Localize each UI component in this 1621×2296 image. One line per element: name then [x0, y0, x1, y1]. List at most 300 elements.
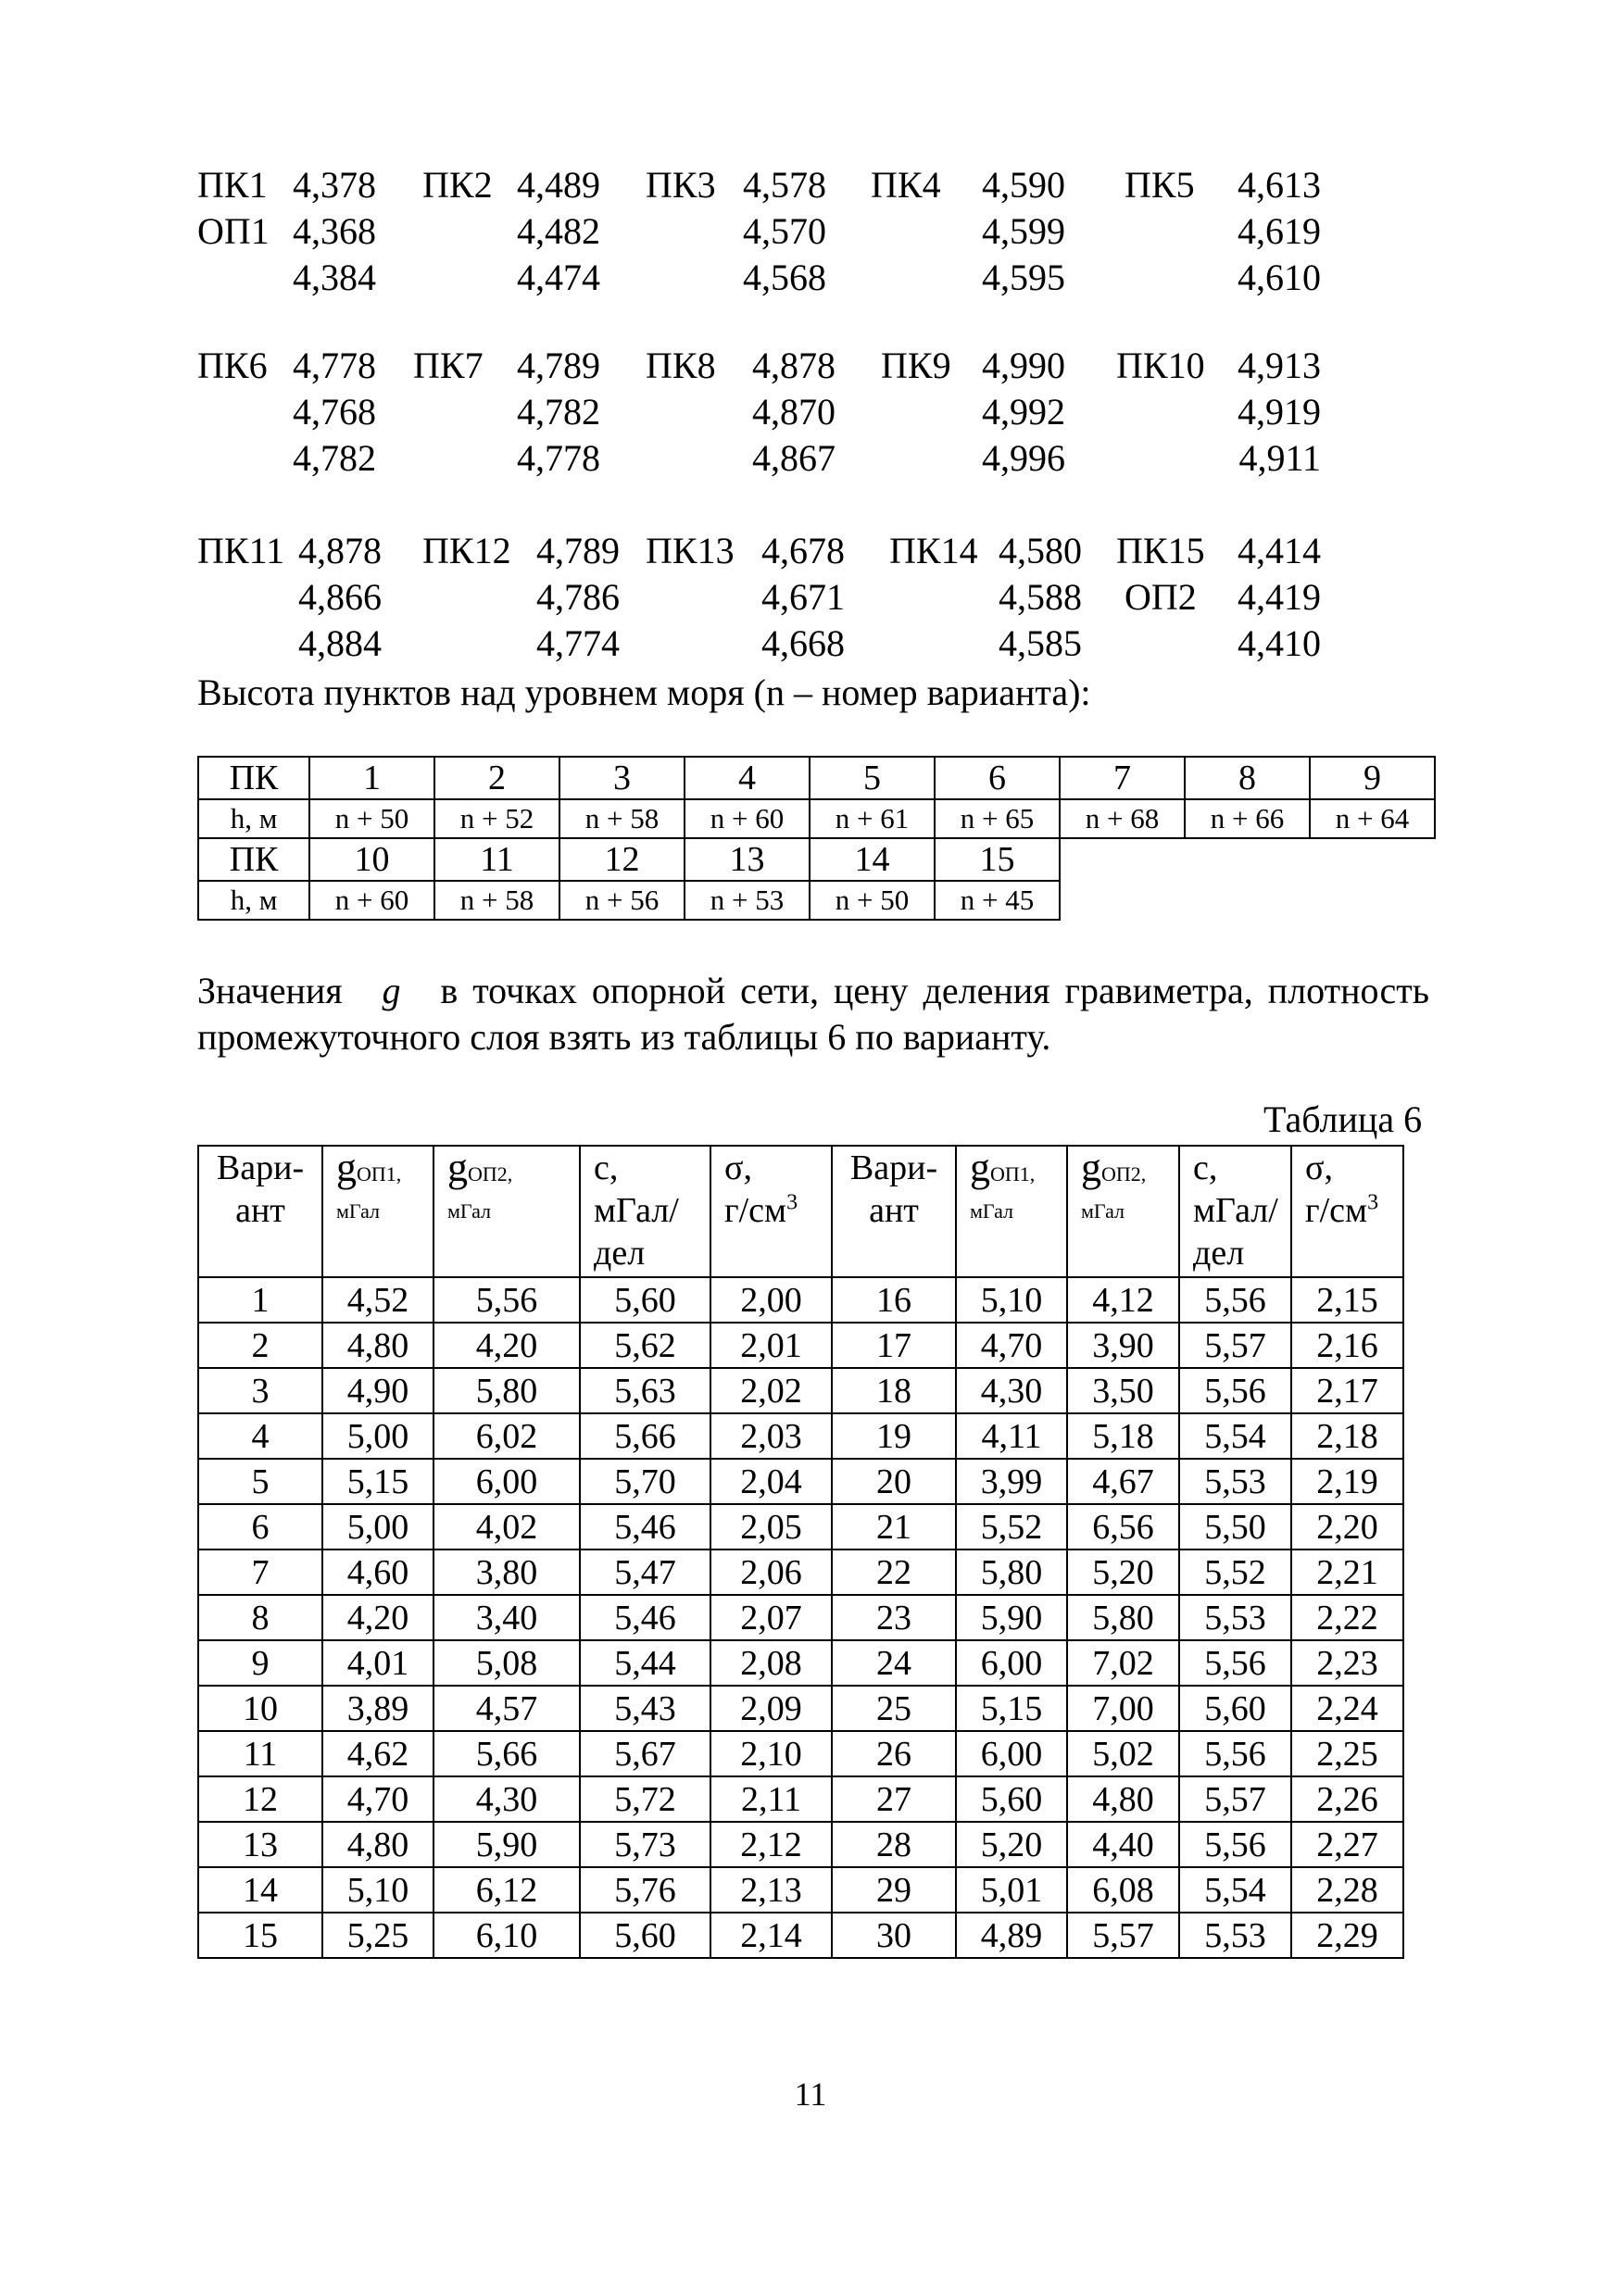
table-cell: 5,08 — [434, 1640, 580, 1686]
table-cell: 2,26 — [1291, 1776, 1403, 1822]
table-cell: 18 — [832, 1368, 956, 1413]
table-cell: 5,56 — [1179, 1277, 1291, 1323]
table-cell: 2,11 — [710, 1776, 832, 1822]
table-cell: n + 66 — [1185, 799, 1310, 838]
table-cell: n + 53 — [685, 881, 810, 920]
empty-cell — [1060, 881, 1435, 920]
reading-value: 4,489 — [517, 164, 600, 206]
table-cell: 2,25 — [1291, 1731, 1403, 1776]
table-cell: 2,09 — [710, 1686, 832, 1731]
header-text: c, — [1193, 1148, 1218, 1187]
reading-value: 4,410 — [1238, 622, 1321, 664]
table-cell: 3,50 — [1067, 1368, 1179, 1413]
table-cell: 2,17 — [1291, 1368, 1403, 1413]
header-text: g — [447, 1145, 468, 1190]
table-cell: 2,27 — [1291, 1822, 1403, 1867]
point-label: ПК15 — [1116, 530, 1205, 571]
table-cell: 7 — [198, 1549, 322, 1595]
table-row — [198, 1323, 1403, 1368]
table-cell: 8 — [198, 1595, 322, 1640]
table-cell: 5,15 — [322, 1459, 434, 1504]
table-cell: n + 60 — [685, 799, 810, 838]
table-cell: 5,18 — [1067, 1413, 1179, 1459]
header-text: ОП2, — [1101, 1162, 1147, 1186]
table-cell: 4,20 — [434, 1323, 580, 1368]
table-cell: 5,62 — [580, 1323, 710, 1368]
table-cell: 5,53 — [1179, 1913, 1291, 1958]
header-unit: мГал — [1081, 1199, 1125, 1223]
reading-value: 4,568 — [743, 257, 826, 298]
table-cell: 5,72 — [580, 1776, 710, 1822]
reading-value: 4,578 — [743, 164, 826, 206]
point-label: ОП2 — [1125, 576, 1197, 618]
table-cell: 4,30 — [434, 1776, 580, 1822]
table-cell: 6,00 — [956, 1640, 1067, 1686]
reading-value: 4,668 — [761, 622, 845, 664]
header-text: г/см — [724, 1191, 787, 1230]
table-cell: 4,40 — [1067, 1822, 1179, 1867]
point-label: ПК14 — [889, 530, 978, 571]
table-cell: 2,24 — [1291, 1686, 1403, 1731]
header-g-op1 — [956, 1146, 1067, 1277]
table-cell: 13 — [685, 838, 810, 881]
table-row — [198, 1640, 1403, 1686]
table-cell: 15 — [935, 838, 1060, 881]
table-cell: 5,90 — [956, 1595, 1067, 1640]
table-header-row — [198, 1146, 1403, 1277]
header-sigma — [710, 1146, 832, 1277]
table-cell: 6,12 — [434, 1867, 580, 1913]
table-cell: 5,00 — [322, 1504, 434, 1549]
table-cell: 11 — [198, 1731, 322, 1776]
point-label: ПК3 — [646, 164, 716, 206]
table-cell: 4,60 — [322, 1549, 434, 1595]
reading-value: 4,585 — [999, 622, 1082, 664]
header-g-op1 — [322, 1146, 434, 1277]
header-c — [580, 1146, 710, 1277]
table-cell: 9 — [198, 1640, 322, 1686]
reading-value: 4,913 — [1238, 345, 1321, 386]
table-cell: n + 61 — [810, 799, 935, 838]
table-cell: 5,76 — [580, 1867, 710, 1913]
table-row — [198, 1686, 1403, 1731]
reading-value: 4,613 — [1238, 164, 1321, 206]
point-label: ПК9 — [881, 345, 951, 386]
header-g-op2 — [434, 1146, 580, 1277]
reading-value: 4,595 — [982, 257, 1065, 298]
table-cell: 5 — [810, 757, 935, 799]
table-cell: n + 56 — [559, 881, 685, 920]
table-row — [198, 1913, 1403, 1958]
table-cell: 4,89 — [956, 1913, 1067, 1958]
header-variant — [198, 1146, 322, 1277]
header-unit: мГал — [336, 1199, 381, 1223]
table-cell: 5,53 — [1179, 1459, 1291, 1504]
table-cell: 5,63 — [580, 1368, 710, 1413]
table-cell: 5,56 — [1179, 1640, 1291, 1686]
table-cell: n + 52 — [434, 799, 559, 838]
table-row — [198, 1867, 1403, 1913]
reading-value: 4,878 — [752, 345, 836, 386]
table-cell: 2,18 — [1291, 1413, 1403, 1459]
point-label: ПК4 — [871, 164, 941, 206]
table-cell: n + 65 — [935, 799, 1060, 838]
point-label: ПК13 — [646, 530, 735, 571]
table-cell: 6,02 — [434, 1413, 580, 1459]
reading-value: 4,384 — [293, 257, 376, 298]
table-cell: 5,57 — [1179, 1776, 1291, 1822]
table-cell: 3,40 — [434, 1595, 580, 1640]
table-cell: n + 50 — [810, 881, 935, 920]
table-cell: 8 — [1185, 757, 1310, 799]
reading-value: 4,590 — [982, 164, 1065, 206]
readings-block-3 — [0, 528, 1621, 676]
table-cell: 12 — [559, 838, 685, 881]
table-cell: 3 — [559, 757, 685, 799]
table-cell: 5,80 — [1067, 1595, 1179, 1640]
header-text: σ, — [724, 1148, 752, 1187]
table-cell: 12 — [198, 1776, 322, 1822]
table-cell: 5,52 — [1179, 1549, 1291, 1595]
table-cell: 5,70 — [580, 1459, 710, 1504]
table-cell: n + 60 — [309, 881, 434, 920]
table-cell: 2,23 — [1291, 1640, 1403, 1686]
page-number: 11 — [794, 2076, 827, 2113]
header-c — [1179, 1146, 1291, 1277]
table-cell: 4,80 — [322, 1323, 434, 1368]
table-cell: 22 — [832, 1549, 956, 1595]
table-cell: 5,46 — [580, 1504, 710, 1549]
table-cell: 15 — [198, 1913, 322, 1958]
readings-block-1 — [0, 162, 1621, 310]
table-cell: 5,10 — [956, 1277, 1067, 1323]
header-text: c, — [594, 1148, 619, 1187]
reading-value: 4,368 — [293, 210, 376, 252]
readings-block-2 — [0, 343, 1621, 491]
table-cell: 5,57 — [1179, 1323, 1291, 1368]
header-text: ОП1, — [357, 1162, 402, 1186]
table-cell: 1 — [309, 757, 434, 799]
table-cell: n + 64 — [1310, 799, 1435, 838]
table-cell: 26 — [832, 1731, 956, 1776]
table-cell: n + 58 — [559, 799, 685, 838]
table-row — [198, 1504, 1403, 1549]
header-text: Вари- — [216, 1148, 305, 1187]
table-cell: 4,57 — [434, 1686, 580, 1731]
table-cell: 24 — [832, 1640, 956, 1686]
table-cell: 2,13 — [710, 1867, 832, 1913]
reading-value: 4,870 — [752, 391, 836, 433]
table-cell: 28 — [832, 1822, 956, 1867]
table-cell: 3,80 — [434, 1549, 580, 1595]
point-label: ПК11 — [197, 530, 285, 571]
reading-value: 4,990 — [982, 345, 1065, 386]
table-cell: ПК — [198, 757, 309, 799]
table-cell: 5,46 — [580, 1595, 710, 1640]
point-label: ОП1 — [197, 210, 270, 252]
table-cell: 2,20 — [1291, 1504, 1403, 1549]
point-label: ПК12 — [422, 530, 511, 571]
table-caption: Таблица 6 — [1263, 1098, 1423, 1140]
table-cell: 5,56 — [434, 1277, 580, 1323]
table-cell: 5,66 — [580, 1413, 710, 1459]
table-cell: 11 — [434, 838, 559, 881]
table-cell: h, м — [198, 799, 309, 838]
table-cell: 5,60 — [956, 1776, 1067, 1822]
header-unit: мГал — [970, 1199, 1014, 1223]
table-row — [198, 1776, 1403, 1822]
table-row — [198, 757, 1435, 799]
point-label: ПК5 — [1125, 164, 1195, 206]
table-cell: 7 — [1060, 757, 1185, 799]
header-text: дел — [594, 1234, 646, 1273]
table-cell: 4,01 — [322, 1640, 434, 1686]
reading-value: 4,378 — [293, 164, 376, 206]
table-cell: 3,89 — [322, 1686, 434, 1731]
table-row — [198, 838, 1435, 881]
header-text: Вари- — [849, 1148, 938, 1187]
table-cell: 5,54 — [1179, 1867, 1291, 1913]
table-cell: 5,01 — [956, 1867, 1067, 1913]
point-label: ПК6 — [197, 345, 268, 386]
table-cell: 2,03 — [710, 1413, 832, 1459]
table-cell: 10 — [198, 1686, 322, 1731]
table-6 — [197, 1145, 1404, 1959]
reading-value: 4,786 — [536, 576, 620, 618]
table-cell: 2,21 — [1291, 1549, 1403, 1595]
table-cell: 2 — [198, 1323, 322, 1368]
table-cell: 4,02 — [434, 1504, 580, 1549]
table-cell: 2,16 — [1291, 1323, 1403, 1368]
table-cell: 19 — [832, 1413, 956, 1459]
reading-value: 4,782 — [293, 437, 376, 479]
table-cell: 5,73 — [580, 1822, 710, 1867]
header-unit: мГал — [447, 1199, 492, 1223]
header-text: g — [1081, 1145, 1101, 1190]
table-cell: 5,56 — [1179, 1822, 1291, 1867]
point-label: ПК7 — [413, 345, 484, 386]
reading-value: 4,414 — [1238, 530, 1321, 571]
table-cell: 5,25 — [322, 1913, 434, 1958]
table-cell: 4,67 — [1067, 1459, 1179, 1504]
table-cell: 16 — [832, 1277, 956, 1323]
reading-value: 4,774 — [536, 622, 620, 664]
table-cell: 9 — [1310, 757, 1435, 799]
table-cell: 5,56 — [1179, 1731, 1291, 1776]
table-cell: h, м — [198, 881, 309, 920]
table-cell: 5,66 — [434, 1731, 580, 1776]
reading-value: 4,789 — [517, 345, 600, 386]
header-text: мГал/ — [1193, 1191, 1278, 1230]
header-text: ант — [869, 1191, 919, 1230]
table-cell: 10 — [309, 838, 434, 881]
heights-table — [197, 756, 1436, 921]
table-cell: 5,54 — [1179, 1413, 1291, 1459]
table-cell: 2,15 — [1291, 1277, 1403, 1323]
table-cell: 13 — [198, 1822, 322, 1867]
table-cell: 4,52 — [322, 1277, 434, 1323]
table-cell: 6,00 — [434, 1459, 580, 1504]
table-cell: 6,56 — [1067, 1504, 1179, 1549]
table-cell: 7,02 — [1067, 1640, 1179, 1686]
table-row — [198, 1413, 1403, 1459]
point-label: ПК8 — [646, 345, 716, 386]
table-cell: 5,02 — [1067, 1731, 1179, 1776]
header-text: мГал/ — [594, 1191, 679, 1230]
table-row — [198, 1595, 1403, 1640]
table-cell: 5,90 — [434, 1822, 580, 1867]
table-cell: 4 — [685, 757, 810, 799]
table-cell: 4 — [198, 1413, 322, 1459]
table-cell: 5,80 — [956, 1549, 1067, 1595]
table-cell: 2,19 — [1291, 1459, 1403, 1504]
table-cell: 5,56 — [1179, 1368, 1291, 1413]
header-text: ОП1, — [990, 1162, 1036, 1186]
table-cell: 4,70 — [322, 1776, 434, 1822]
table-cell: 5,47 — [580, 1549, 710, 1595]
reading-value: 4,919 — [1238, 391, 1321, 433]
reading-value: 4,482 — [517, 210, 600, 252]
header-text: ант — [235, 1191, 285, 1230]
table-cell: 5,20 — [956, 1822, 1067, 1867]
table-cell: 20 — [832, 1459, 956, 1504]
table-cell: 2,10 — [710, 1731, 832, 1776]
header-sup: 3 — [1367, 1190, 1379, 1215]
table-cell: 5,80 — [434, 1368, 580, 1413]
para-line-2: промежуточного слоя взять из таблицы 6 по варианту. — [197, 1016, 1051, 1058]
table-cell: 2,02 — [710, 1368, 832, 1413]
table-cell: 2,04 — [710, 1459, 832, 1504]
header-text: ОП2, — [468, 1162, 513, 1186]
table-cell: 6 — [935, 757, 1060, 799]
header-g-op2 — [1067, 1146, 1179, 1277]
header-text: г/см — [1305, 1191, 1368, 1230]
table-cell: 5,57 — [1067, 1913, 1179, 1958]
reading-value: 4,867 — [752, 437, 836, 479]
header-text: g — [336, 1145, 357, 1190]
reading-value: 4,782 — [517, 391, 600, 433]
reading-value: 4,878 — [298, 530, 382, 571]
table-cell: 5 — [198, 1459, 322, 1504]
reading-value: 4,599 — [982, 210, 1065, 252]
point-label: ПК2 — [422, 164, 493, 206]
table-cell: 23 — [832, 1595, 956, 1640]
instructions-paragraph — [197, 968, 1429, 1060]
table-cell: 5,20 — [1067, 1549, 1179, 1595]
para-rest: в точках опорной сети, цену деления гравиметра, плотность — [440, 970, 1429, 1011]
table-cell: 2,14 — [710, 1913, 832, 1958]
table-cell: 6 — [198, 1504, 322, 1549]
table-cell: 2,06 — [710, 1549, 832, 1595]
reading-value: 4,580 — [999, 530, 1082, 571]
table-cell: 4,11 — [956, 1413, 1067, 1459]
table-cell: 5,52 — [956, 1504, 1067, 1549]
table-row — [198, 1549, 1403, 1595]
table-cell: 5,10 — [322, 1867, 434, 1913]
table-cell: 21 — [832, 1504, 956, 1549]
table-cell: n + 45 — [935, 881, 1060, 920]
reading-value: 4,996 — [982, 437, 1065, 479]
table-cell: 2,00 — [710, 1277, 832, 1323]
header-text: g — [970, 1145, 990, 1190]
table-cell: 5,60 — [1179, 1686, 1291, 1731]
table-cell: 29 — [832, 1867, 956, 1913]
table-cell: 4,62 — [322, 1731, 434, 1776]
table-row — [198, 1368, 1403, 1413]
header-text: дел — [1193, 1234, 1245, 1273]
table-row — [198, 1731, 1403, 1776]
table-cell: 4,80 — [322, 1822, 434, 1867]
reading-value: 4,474 — [517, 257, 600, 298]
table-cell: 14 — [198, 1867, 322, 1913]
table-cell: 4,90 — [322, 1368, 434, 1413]
reading-value: 4,588 — [999, 576, 1082, 618]
table-cell: 3,90 — [1067, 1323, 1179, 1368]
empty-cell — [1060, 838, 1435, 881]
table-cell: 2 — [434, 757, 559, 799]
reading-value: 4,778 — [517, 437, 600, 479]
table-cell: 7,00 — [1067, 1686, 1179, 1731]
table-cell: 2,07 — [710, 1595, 832, 1640]
table-row — [198, 1277, 1403, 1323]
table-cell: 6,10 — [434, 1913, 580, 1958]
table-cell: 4,30 — [956, 1368, 1067, 1413]
table-cell: 5,67 — [580, 1731, 710, 1776]
table-cell: 2,05 — [710, 1504, 832, 1549]
table-cell: 14 — [810, 838, 935, 881]
table-cell: 4,70 — [956, 1323, 1067, 1368]
table-cell: 5,60 — [580, 1913, 710, 1958]
table-cell: 5,44 — [580, 1640, 710, 1686]
table-cell: n + 50 — [309, 799, 434, 838]
table-cell: 5,00 — [322, 1413, 434, 1459]
table-cell: 6,00 — [956, 1731, 1067, 1776]
reading-value: 4,570 — [743, 210, 826, 252]
header-sigma — [1291, 1146, 1403, 1277]
table-cell: 1 — [198, 1277, 322, 1323]
table-cell: 2,22 — [1291, 1595, 1403, 1640]
table-cell: 2,28 — [1291, 1867, 1403, 1913]
point-label: ПК10 — [1116, 345, 1205, 386]
table-cell: 5,60 — [580, 1277, 710, 1323]
reading-value: 4,992 — [982, 391, 1065, 433]
table-row — [198, 799, 1435, 838]
table-cell: 2,08 — [710, 1640, 832, 1686]
header-variant — [832, 1146, 956, 1277]
header-text: σ, — [1305, 1148, 1333, 1187]
reading-value: 4,778 — [293, 345, 376, 386]
reading-value: 4,610 — [1238, 257, 1321, 298]
reading-value: 4,671 — [761, 576, 845, 618]
table-row — [198, 1822, 1403, 1867]
table-cell: 3 — [198, 1368, 322, 1413]
header-sup: 3 — [786, 1190, 798, 1215]
table-cell: 2,01 — [710, 1323, 832, 1368]
para-g-symbol: g — [382, 970, 401, 1011]
table-cell: 17 — [832, 1323, 956, 1368]
reading-value: 4,911 — [1238, 437, 1321, 479]
table-cell: n + 68 — [1060, 799, 1185, 838]
table-cell: 27 — [832, 1776, 956, 1822]
reading-value: 4,884 — [298, 622, 382, 664]
heights-caption: Высота пунктов над уровнем моря (n – номер варианта): — [197, 671, 1091, 713]
table-cell: 6,08 — [1067, 1867, 1179, 1913]
table-cell: 4,20 — [322, 1595, 434, 1640]
table-cell: 30 — [832, 1913, 956, 1958]
reading-value: 4,768 — [293, 391, 376, 433]
table-cell: n + 58 — [434, 881, 559, 920]
table-cell: 4,80 — [1067, 1776, 1179, 1822]
